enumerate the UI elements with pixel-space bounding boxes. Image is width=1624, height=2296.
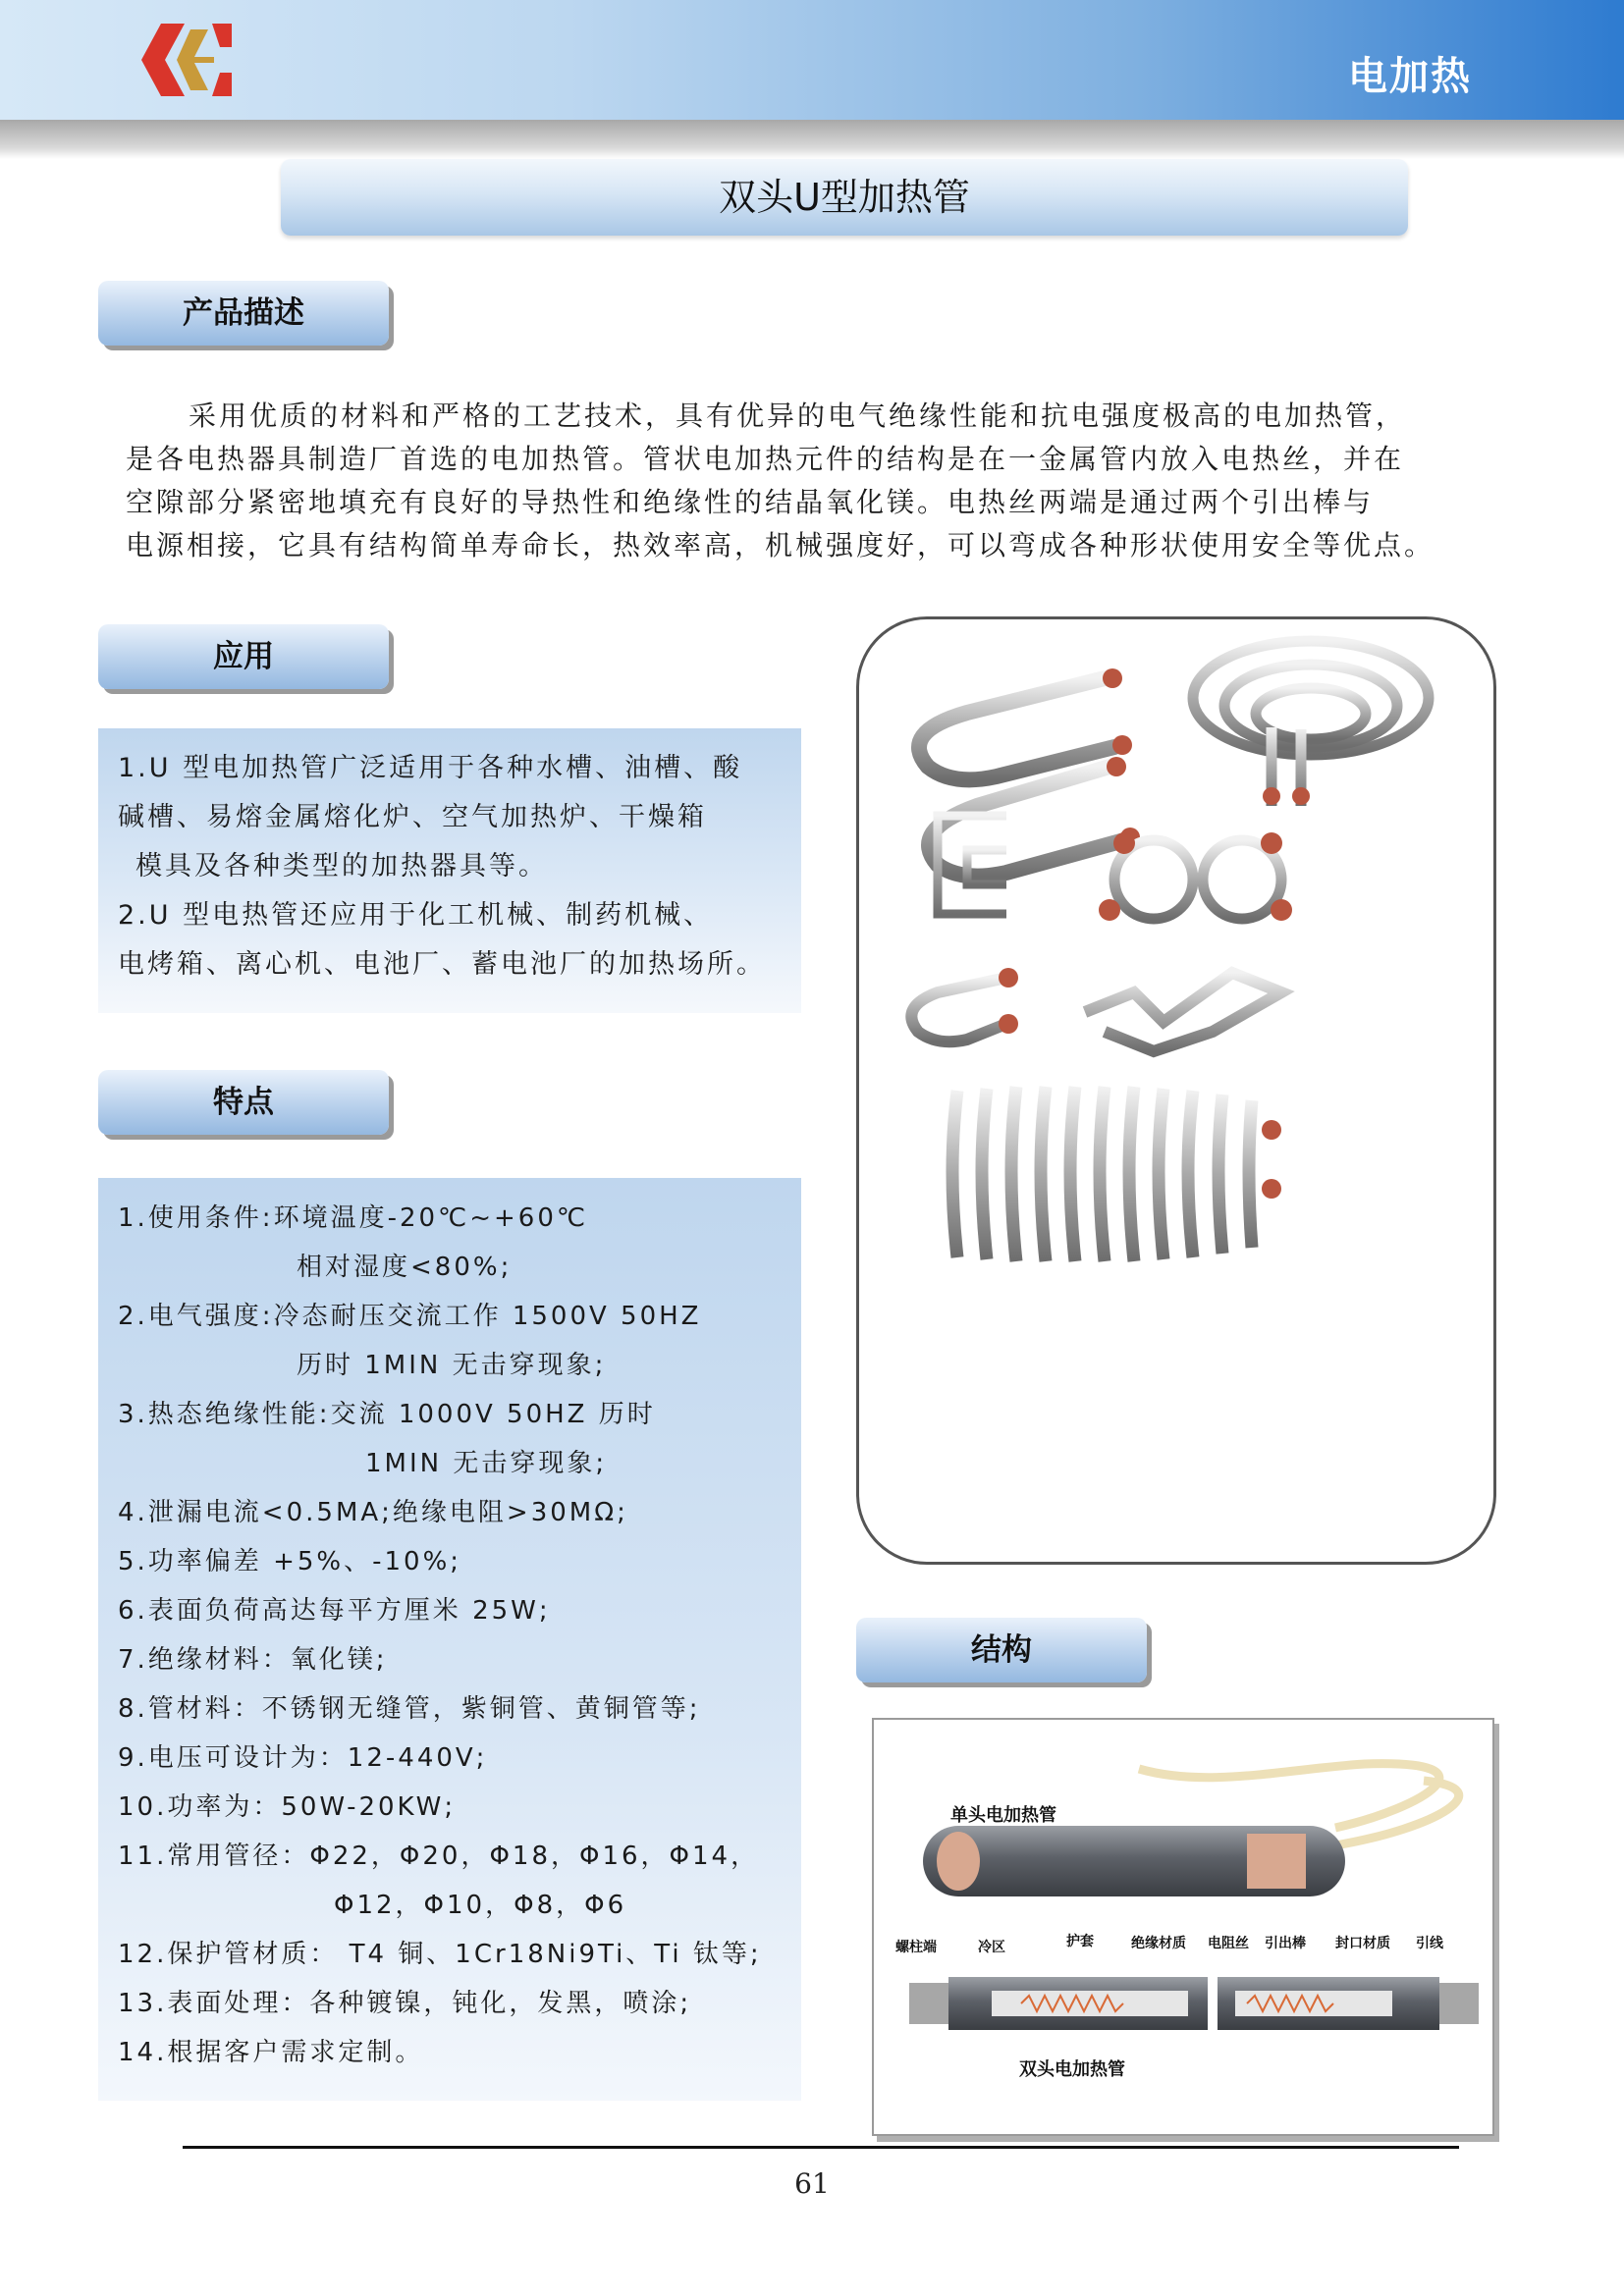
feature-line: 2.电气强度:冷态耐压交流工作 1500V 50HZ — [118, 1302, 702, 1331]
page-number: 61 — [794, 2167, 830, 2200]
application-line: 电烤箱、离心机、电池厂、蓄电池厂的加热场所。 — [118, 949, 766, 980]
feature-line: 3.热态绝缘性能:交流 1000V 50HZ 历时 — [118, 1400, 656, 1429]
page-title: 双头U型加热管 — [281, 159, 1408, 236]
feature-line: 6.表面负荷高达每平方厘米 25W; — [118, 1596, 551, 1626]
structure-diagram-frame — [872, 1718, 1494, 2136]
part-label: 螺柱端 — [895, 1939, 937, 1954]
part-label: 绝缘材质 — [1131, 1935, 1186, 1950]
feature-line: 14.根据客户需求定制。 — [118, 2038, 424, 2067]
section-tab-description: 产品描述 — [98, 281, 389, 346]
feature-line: 7.绝缘材料：氧化镁; — [118, 1645, 388, 1675]
coil-heater-photo — [952, 1087, 1252, 1261]
application-line: 模具及各种类型的加热器具等。 — [135, 851, 548, 881]
section-tab-structure: 结构 — [856, 1618, 1147, 1682]
feature-line: 1.使用条件:环境温度-20℃~+60℃ — [118, 1203, 589, 1233]
section-tab-application: 应用 — [98, 624, 389, 689]
feature-line: Φ12，Φ10，Φ8，Φ6 — [334, 1891, 627, 1920]
part-label: 电阻丝 — [1208, 1935, 1249, 1950]
spiral-heater-photo — [1193, 641, 1429, 806]
header-shadow-strip — [0, 120, 1624, 159]
footer-rule — [183, 2146, 1459, 2149]
application-line: 碱槽、易熔金属熔化炉、空气加热炉、干燥箱 — [118, 802, 707, 832]
description-line: 空隙部分紧密地填充有良好的导热性和绝缘性的结晶氧化镁。电热丝两端是通过两个引出棒与 — [126, 486, 1375, 518]
double-ended-tube — [909, 1977, 1479, 2030]
single-tube-title: 单头电加热管 — [950, 1805, 1056, 1825]
feature-line: 5.功率偏差 +5%、-10%; — [118, 1547, 462, 1576]
page-header — [0, 0, 1624, 120]
structure-diagram — [874, 1720, 1492, 2134]
feature-line: 4.泄漏电流<0.5MA;绝缘电阻>30MΩ; — [118, 1498, 628, 1527]
double-loop-heater-photo — [1114, 840, 1281, 919]
header-brand: 电加热 — [1348, 54, 1472, 99]
application-line: 2.U 型电热管还应用于化工机械、制药机械、 — [118, 900, 714, 931]
w-shape-heater-photo — [1085, 973, 1281, 1051]
part-label: 护套 — [1066, 1933, 1094, 1949]
section-tab-features: 特点 — [98, 1070, 389, 1135]
feature-line: 12.保护管材质： T4 铜、1Cr18Ni9Ti、Ti 钛等; — [118, 1940, 762, 1969]
part-label: 引出棒 — [1265, 1935, 1306, 1950]
features-box — [98, 1178, 801, 2101]
feature-line: 1MIN 无击穿现象; — [365, 1449, 608, 1478]
feature-line: 10.功率为：50W-20KW; — [118, 1792, 457, 1822]
description-line: 电源相接，它具有结构简单寿命长，热效率高，机械强度好，可以弯成各种形状使用安全等优点。 — [126, 529, 1435, 561]
feature-line: 历时 1MIN 无击穿现象; — [297, 1351, 607, 1380]
part-label: 冷区 — [978, 1939, 1005, 1954]
u-heater-pair-photo — [919, 678, 1124, 877]
feature-line: 13.表面处理：各种镀镍，钝化，发黑，喷涂; — [118, 1989, 692, 2018]
application-line: 1.U 型电加热管广泛适用于各种水槽、油槽、酸 — [118, 753, 743, 783]
part-label: 封口材质 — [1335, 1935, 1390, 1950]
company-logo — [139, 22, 234, 98]
feature-line: 9.电压可设计为：12-440V; — [118, 1743, 488, 1773]
feature-line: 8.管材料：不锈钢无缝管，紫铜管、黄铜管等; — [118, 1694, 701, 1724]
product-photos-illustration — [859, 619, 1493, 1562]
description-line: 是各电热器具制造厂首选的电加热管。管状电加热元件的结构是在一金属管内放入电热丝，并在 — [126, 443, 1405, 475]
part-label: 引线 — [1416, 1935, 1443, 1950]
small-u-heater-photo — [911, 978, 1006, 1041]
description-line: 采用优质的材料和严格的工艺技术，具有优异的电气绝缘性能和抗电强度极高的电加热管， — [189, 400, 1407, 432]
description-text — [126, 395, 1490, 567]
double-tube-title: 双头电加热管 — [1019, 2059, 1125, 2079]
feature-line: 相对湿度<80%; — [297, 1253, 513, 1282]
product-photos-frame — [856, 616, 1496, 1565]
application-box — [98, 728, 801, 1013]
feature-line: 11.常用管径：Φ22，Φ20，Φ18，Φ16，Φ14， — [118, 1842, 760, 1871]
